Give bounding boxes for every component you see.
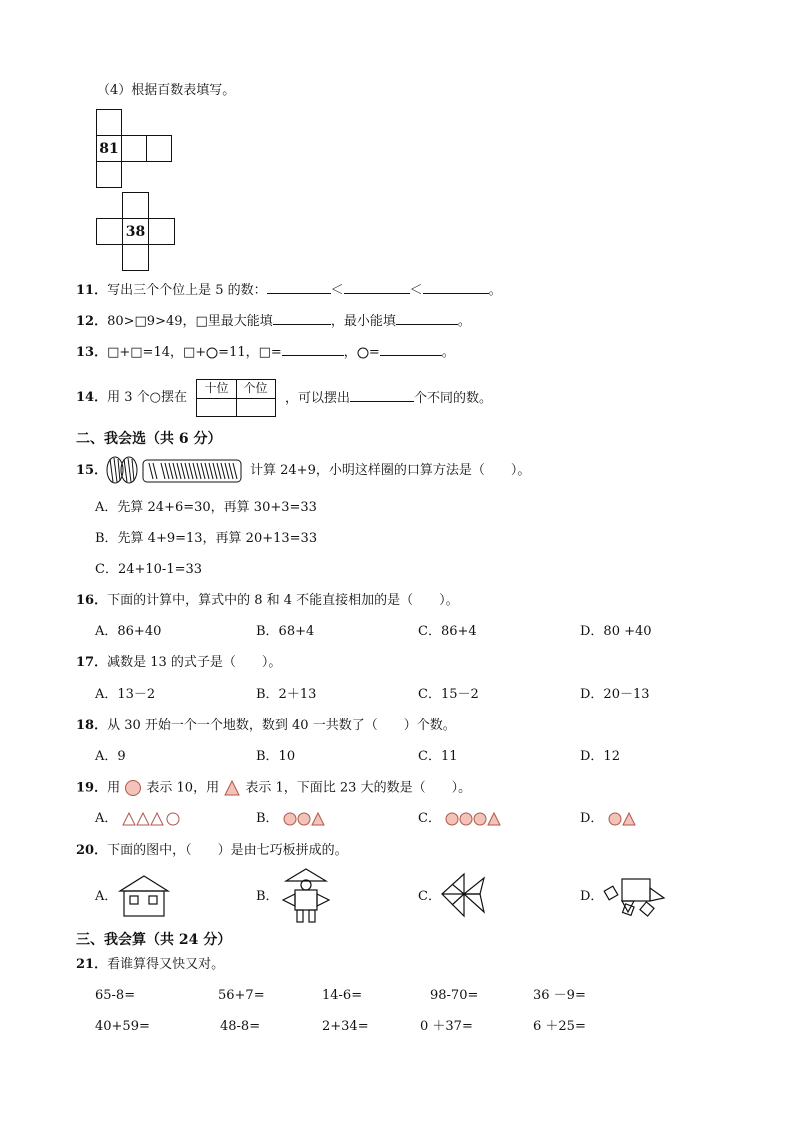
- option-b[interactable]: B．2＋13: [256, 687, 317, 702]
- option-c[interactable]: C．11: [418, 749, 458, 764]
- calc-item: 14-6=: [322, 988, 363, 1003]
- question-17: 17．减数是 13 的式子是（ ）。: [76, 655, 282, 670]
- question-number: 14．: [76, 390, 108, 405]
- calc-item: 2+34=: [322, 1019, 369, 1034]
- answer-blank-circle[interactable]: [380, 343, 442, 356]
- question-11: 11．写出三个个位上是 5 的数： ＜ ＜ 。: [76, 283, 502, 298]
- section-2-title: 二、我会选（共 6 分）: [76, 431, 222, 447]
- calc-item: 65-8=: [95, 988, 136, 1003]
- calc-item: 56+7=: [218, 988, 265, 1003]
- question-13: 13．□+□=14，□+ =11，□= ， = 。: [76, 345, 455, 360]
- pink-triangle-icon: [223, 779, 241, 797]
- robot-figure-icon: [278, 866, 334, 926]
- calc-item: 6 ＋25=: [533, 1019, 586, 1034]
- question-19: 19．用 表示 10，用 表示 1，下面比 23 大的数是（ ）。: [76, 780, 472, 796]
- answer-blank-min[interactable]: [396, 312, 458, 325]
- option-d[interactable]: D．12: [580, 749, 620, 764]
- option-d[interactable]: D．80 +40: [580, 624, 652, 639]
- question-number: 11．: [76, 283, 108, 298]
- answer-blank-3[interactable]: [423, 281, 489, 294]
- grid-cell: [148, 218, 175, 245]
- option-a[interactable]: A．13－2: [95, 687, 156, 702]
- fish-figure-icon: [440, 872, 490, 920]
- calc-item: 48-8=: [220, 1019, 261, 1034]
- question-21: 21．看谁算得又快又对。: [76, 957, 225, 972]
- question-15-text: 计算 24+9，小明这样圈的口算方法是（ ）。: [250, 463, 531, 478]
- option-d[interactable]: D．20－13: [580, 687, 650, 702]
- answer-blank[interactable]: [350, 389, 414, 402]
- question-14-cont: ，可以摆出 个不同的数。: [285, 391, 493, 406]
- calc-item: 98-70=: [430, 988, 479, 1003]
- option-b[interactable]: B．先算 4+9=13，再算 20+13=33: [95, 531, 318, 546]
- grid-cell-81: 81: [96, 135, 122, 162]
- three-circles-one-triangle-icon: [445, 811, 507, 827]
- grid-cell: [146, 135, 172, 162]
- section-3-title: 三、我会算（共 24 分）: [76, 932, 232, 948]
- answer-blank-square[interactable]: [282, 343, 344, 356]
- grid-cell: [122, 192, 149, 219]
- question-15-number: 15．: [76, 463, 108, 478]
- option-c[interactable]: C．86+4: [418, 624, 477, 639]
- two-circles-one-triangle-icon: [283, 811, 331, 827]
- q10-4-label: （4）根据百数表填写。: [97, 83, 236, 98]
- grid-cell: [96, 218, 123, 245]
- option-b-label[interactable]: B．: [256, 889, 279, 904]
- grid-cell: [121, 135, 147, 162]
- less-than-sign: ＜: [330, 283, 344, 298]
- question-number: 12．: [76, 314, 108, 329]
- answer-blank-1[interactable]: [267, 281, 331, 294]
- option-c[interactable]: C．24+10-1=33: [95, 562, 203, 577]
- question-12: 12．80>□9>49，□里最大能填 ，最小能填 。: [76, 314, 471, 329]
- question-16: 16．下面的计算中，算式中的 8 和 4 不能直接相加的是（ ）。: [76, 593, 459, 608]
- option-d[interactable]: D．: [580, 810, 642, 828]
- grid-cell: [96, 161, 122, 188]
- grid-cell: [96, 109, 122, 136]
- question-18: 18．从 30 开始一个一个地数，数到 40 一共数了（ ）个数。: [76, 718, 456, 733]
- pink-circle-icon: [124, 779, 142, 797]
- option-b[interactable]: B．10: [256, 749, 296, 764]
- option-a[interactable]: A．先算 24+6=30，再算 30+3=33: [95, 500, 317, 515]
- option-a[interactable]: A．: [95, 810, 184, 828]
- bundled-sticks-icon: [103, 455, 245, 485]
- question-20: 20．下面的图中，（ ）是由七巧板拼成的。: [76, 843, 348, 858]
- circle-icon: [206, 347, 218, 359]
- calc-item: 0 ＋37=: [420, 1019, 473, 1034]
- answer-blank-max[interactable]: [273, 312, 331, 325]
- one-circle-one-triangle-icon: [608, 811, 642, 827]
- grid-cell: [122, 244, 149, 271]
- option-b[interactable]: B．: [256, 810, 331, 828]
- option-c[interactable]: C．15－2: [418, 687, 479, 702]
- question-14: 14．用 3 个○摆在: [76, 390, 187, 405]
- option-c-label[interactable]: C．: [418, 889, 441, 904]
- option-b[interactable]: B．68+4: [256, 624, 315, 639]
- less-than-sign: ＜: [409, 283, 423, 298]
- option-d-label[interactable]: D．: [580, 889, 604, 904]
- tens-header: 十位: [197, 380, 237, 399]
- question-text: 写出三个个位上是 5 的数：: [107, 283, 267, 298]
- option-a[interactable]: A．9: [95, 749, 126, 764]
- option-a[interactable]: A．86+40: [95, 624, 162, 639]
- answer-blank-2[interactable]: [344, 281, 410, 294]
- circle-icon: [357, 347, 369, 359]
- option-c[interactable]: C．: [418, 810, 507, 828]
- place-value-chart: [196, 379, 276, 417]
- calc-item: 40+59=: [95, 1019, 150, 1034]
- house-figure-icon: [116, 873, 172, 919]
- ones-header: 个位: [236, 380, 275, 399]
- three-triangles-one-circle-icon: [122, 811, 184, 827]
- grid-cell-38: 38: [122, 218, 149, 245]
- calc-item: 36 －9=: [533, 988, 586, 1003]
- option-a-label[interactable]: A．: [95, 889, 118, 904]
- question-number: 13．: [76, 345, 108, 360]
- divider: [236, 398, 237, 416]
- turtle-figure-icon: [602, 874, 666, 920]
